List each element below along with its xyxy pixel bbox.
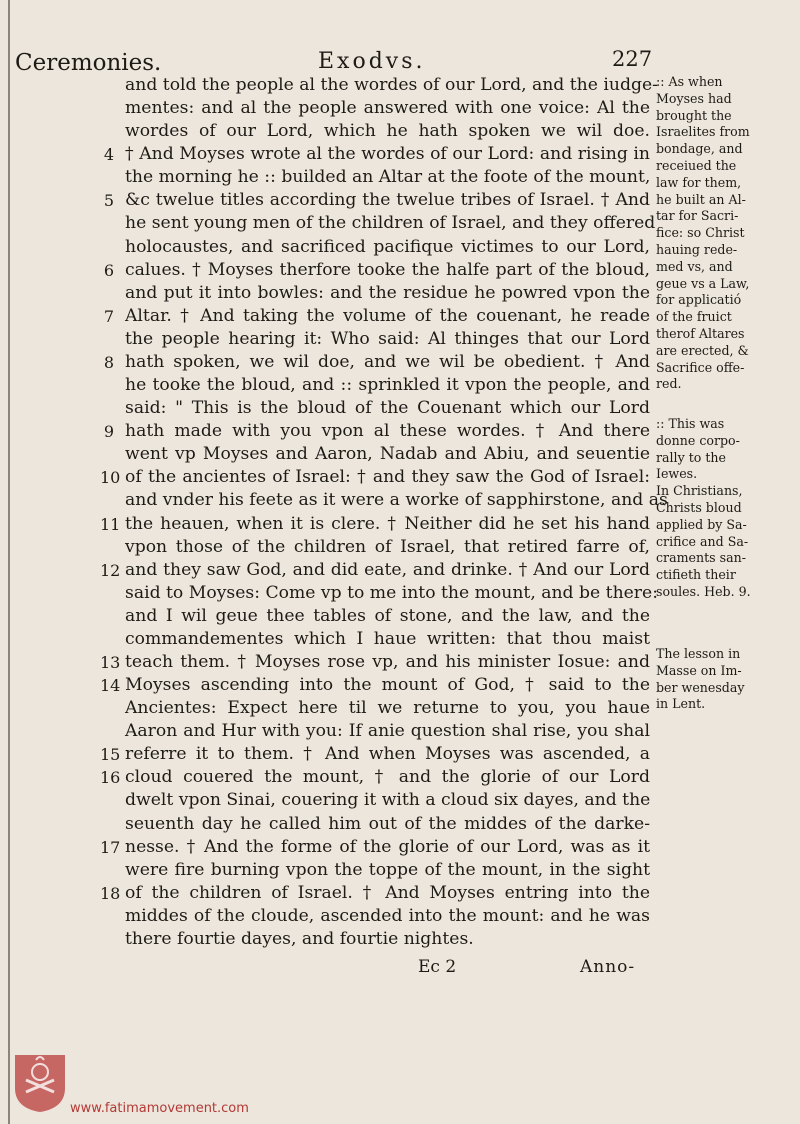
margin-note-line: hauing rede-: [656, 242, 738, 257]
margin-note-line: :: As when: [656, 74, 723, 89]
text-line: commandementes which I haue written: that thou maist: [125, 628, 650, 649]
text-line: mentes: and al the people answered with one voice: Al the: [125, 98, 650, 119]
margin-note-line: craments san-: [656, 550, 746, 566]
verse-number: 16: [100, 768, 121, 788]
text-line: and told the people al the wordes of our Lord, and the iudge-: [125, 75, 658, 95]
margin-note-line: crifice and Sa-: [656, 533, 749, 549]
verse-number: 12: [100, 560, 121, 580]
footer-url[interactable]: www.fatimamovement.com: [70, 1101, 249, 1116]
margin-note-line: in Lent.: [656, 696, 706, 712]
margin-note-line: receiued the: [656, 158, 737, 173]
margin-note-line: are erected, &: [656, 342, 749, 358]
margin-note-line: brought the: [656, 107, 732, 123]
text-line: he tooke the bloud, and :: sprinkled it vpon the people, and: [125, 375, 650, 396]
margin-note-line: geue vs a Law,: [656, 275, 750, 291]
text-line: the people hearing it: Who said: Al thinges that our Lord: [125, 328, 650, 349]
text-line: middes of the cloude, ascended into the mount: and he was: [125, 905, 650, 926]
text-line: hath spoken, we wil doe, and we wil be obedient. † And: [125, 351, 650, 372]
running-head-book: Exodvs.: [318, 49, 426, 74]
margin-note-line: ber wenesday: [656, 679, 745, 695]
text-line: and I wil geue thee tables of stone, and the law, and the: [125, 605, 650, 626]
margin-note-line: med vs, and: [656, 258, 733, 274]
margin-note-line: Christs bloud: [656, 500, 742, 515]
margin-note-line: Israelites from: [656, 124, 750, 140]
verse-number: 11: [100, 514, 121, 534]
margin-note-line: ctifieth their: [656, 567, 736, 583]
text-line: dwelt vpon Sinai, couering it with a cloud six dayes, and the: [125, 790, 651, 811]
verse-number: 18: [100, 883, 121, 903]
text-line: the morning he :: builded an Altar at the foote of the mount,: [125, 167, 651, 188]
text-line: and vnder his feete as it were a worke of sapphirstone, and as: [125, 490, 668, 511]
text-line: holocaustes, and sacrificed pacifique victimes to our Lord,: [125, 236, 650, 257]
signature-mark: Ec 2: [418, 957, 457, 977]
margin-note-line: Sacrifice offe-: [656, 359, 745, 375]
text-line: hath made with you vpon al these wordes. † And there: [125, 421, 650, 442]
verse-number: 9: [103, 422, 115, 442]
text-line: wordes of our Lord, which he hath spoken we wil doe.: [125, 121, 650, 142]
margin-note-line: rally to the: [656, 449, 726, 465]
margin-note-line: law for them,: [656, 174, 742, 190]
catchword: Anno-: [580, 957, 636, 977]
margin-note-line: for applicatió: [656, 292, 742, 308]
text-line: Altar. † And taking the volume of the couenant, he reade: [125, 305, 650, 326]
text-line: he sent young men of the children of Israel, and they offered: [125, 213, 656, 234]
margin-note-line: Iewes.: [656, 466, 698, 482]
verse-number: 14: [100, 676, 121, 696]
text-line: cloud couered the mount, † and the glorie of our Lord: [125, 767, 650, 788]
text-line: Aaron and Hur with you: If anie question shal rise, you shal: [125, 721, 650, 742]
verse-number: 17: [100, 837, 121, 857]
text-line: nesse. † And the forme of the glorie of our Lord, was as it: [125, 836, 650, 857]
text-line: teach them. † Moyses rose vp, and his minister Iosue: and: [125, 652, 650, 672]
papal-emblem-icon: [12, 1052, 68, 1114]
verse-number: 8: [103, 352, 115, 372]
text-line: said: " This is the bloud of the Couenant which our Lord: [125, 398, 650, 419]
margin-note-line: therof Altares: [656, 326, 745, 341]
text-line: † And Moyses wrote al the wordes of our Lord: and rising in: [125, 144, 650, 165]
margin-note-line: applied by Sa-: [656, 516, 747, 532]
margin-note-line: he built an Al-: [656, 191, 746, 207]
margin-note-line: In Christians,: [656, 483, 743, 499]
running-head-left: Ceremonies.: [15, 50, 162, 76]
margin-note-line: fice: so Christ: [656, 225, 745, 241]
verse-number: 15: [100, 745, 121, 765]
text-line: said to Moyses: Come vp to me into the mount, and be there:: [125, 582, 658, 603]
margin-note-line: soules. Heb. 9.: [656, 584, 751, 599]
text-line: vpon those of the children of Israel, that retired farre of,: [125, 536, 650, 557]
margin-note-line: donne corpo-: [656, 432, 740, 448]
margin-note-line: of the fruict: [656, 309, 732, 325]
verse-number: 4: [103, 145, 115, 165]
margin-note-line: The lesson in: [656, 646, 741, 661]
margin-note-line: bondage, and: [656, 141, 743, 157]
verse-number: 5: [103, 191, 115, 211]
verse-number: 13: [100, 653, 121, 672]
margin-note-line: Masse on Im-: [656, 662, 742, 678]
margin-note-line: tar for Sacri-: [656, 208, 739, 224]
text-line: of the children of Israel. † And Moyses entring into the: [125, 882, 650, 903]
text-line: of the ancientes of Israel: † and they saw the God of Israel:: [125, 467, 650, 488]
text-line: referre it to them. † And when Moyses was ascended, a: [125, 744, 650, 765]
text-line: there fourtie dayes, and fourtie nightes.: [125, 928, 474, 949]
text-line: Moyses ascending into the mount of God, † said to the: [125, 675, 650, 696]
verse-number: 10: [100, 468, 121, 488]
page-number: 227: [612, 47, 653, 71]
text-line: seuenth day he called him out of the middes of the darke-: [125, 813, 650, 834]
text-line: &c twelue titles according the twelue tribes of Israel. † And: [125, 190, 650, 211]
text-line: Ancientes: Expect here til we returne to you, you haue: [125, 698, 650, 719]
verse-number: 7: [103, 306, 115, 326]
text-line: were fire burning vpon the toppe of the mount, in the sight: [125, 859, 650, 880]
margin-note-line: Moyses had: [656, 90, 732, 106]
text-line: went vp Moyses and Aaron, Nadab and Abiu, and seuentie: [125, 444, 650, 465]
text-line: and put it into bowles: and the residue he powred vpon the: [125, 282, 650, 303]
text-line: calues. † Moyses therfore tooke the halfe part of the bloud,: [125, 259, 650, 280]
margin-note-line: red.: [656, 376, 682, 392]
page-edge-line: [8, 0, 10, 1124]
margin-note-line: :: This was: [656, 416, 725, 431]
verse-number: 6: [103, 260, 115, 280]
text-line: the heauen, when it is clere. † Neither did he set his hand: [125, 513, 650, 534]
text-line: and they saw God, and did eate, and drinke. † And our Lord: [125, 559, 650, 580]
